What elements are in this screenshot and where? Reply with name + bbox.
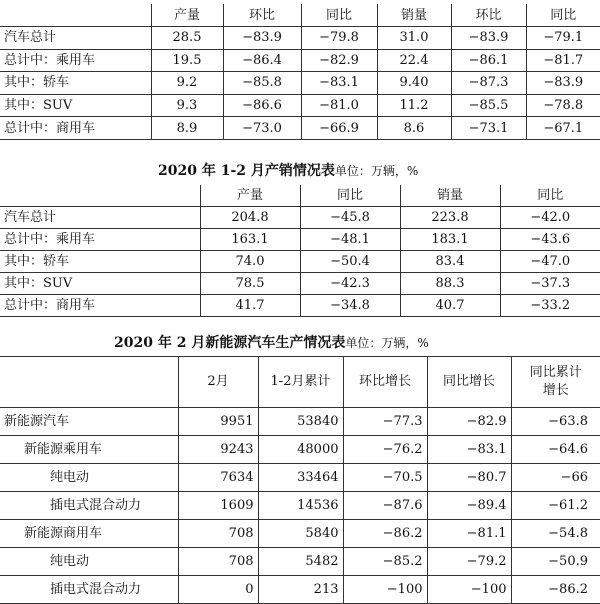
table-cell: 11.2 [377,94,451,117]
table-cell: −87.6 [343,492,427,520]
table-cell: −86.6 [223,94,301,117]
table-cell: −47.0 [500,251,600,273]
row-label: 其中：SUV [0,273,200,295]
row-label: 总计中：商用车 [0,117,151,140]
table-cell: −50.9 [511,548,600,576]
table-cell: −78.8 [526,94,600,117]
table-cell: 8.9 [151,117,223,140]
table-header-row [0,185,600,207]
table-cell: −34.8 [300,295,400,317]
row-label: 总计中：乘用车 [0,49,151,72]
table-cell: 213 [258,576,343,604]
header-cell: 2月 [178,357,258,408]
table-cell: 14536 [258,492,343,520]
table-row [0,520,600,548]
nev-table-title [114,332,429,352]
table-cell: 88.3 [400,273,500,295]
table-cell: −77.3 [343,408,427,436]
header-cell: 同比 [526,4,600,27]
nev-unit-label: 单位：万辆，% [345,336,429,350]
table-cell: −61.2 [511,492,600,520]
table-cell: 8.6 [377,117,451,140]
row-label: 插电式混合动力 [0,492,178,520]
table-cell: −82.9 [301,49,377,72]
ytd-unit-label: 单位：万辆，% [334,164,419,178]
monthly-sales-table [0,4,600,140]
row-label: 新能源汽车 [0,408,178,436]
table-cell: −80.7 [427,464,511,492]
table-cell: 53840 [258,408,343,436]
row-label: 汽车总计 [0,207,200,229]
table-cell: −37.3 [500,273,600,295]
table-cell: 28.5 [151,27,223,50]
table-row [0,49,600,72]
header-cell: 环比 [223,4,301,27]
table-cell: −70.5 [343,464,427,492]
table-cell: 5482 [258,548,343,576]
table-header-row [0,4,600,27]
table-cell: −45.8 [300,207,400,229]
table-cell: 22.4 [377,49,451,72]
table-cell: 9.3 [151,94,223,117]
table-row [0,207,600,229]
table-cell: −100 [343,576,427,604]
table-cell: −86.2 [511,576,600,604]
table-cell: 41.7 [200,295,300,317]
table-cell: 183.1 [400,229,500,251]
table-cell: 9.40 [377,72,451,95]
table-cell: −100 [427,576,511,604]
table-cell: −85.2 [343,548,427,576]
row-label: 新能源商用车 [0,520,178,548]
row-label: 汽车总计 [0,27,151,50]
table-cell: −85.5 [451,94,526,117]
table-row [0,27,600,50]
table-cell: 9243 [178,436,258,464]
ytd-title-text: 2020 年 1-2 月产销情况表 [158,163,335,179]
table-cell: −50.4 [300,251,400,273]
table-cell: 40.7 [400,295,500,317]
header-cell: 同比增长 [427,357,511,408]
header-cell: 销量 [400,185,500,207]
table-cell: −87.3 [451,72,526,95]
table-cell: 1609 [178,492,258,520]
table-cell: −64.6 [511,436,600,464]
ytd-sales-table [0,185,600,317]
table-row [0,408,600,436]
row-label: 总计中：乘用车 [0,229,200,251]
header-cell: 同比 [301,4,377,27]
table-row [0,492,600,520]
header-cell: 同比累计增长 [511,357,600,408]
table-cell: 48000 [258,436,343,464]
table-cell: −48.1 [300,229,400,251]
table-cell: −54.8 [511,520,600,548]
table-cell: −33.2 [500,295,600,317]
header-cell [0,357,178,408]
table-cell: 708 [178,520,258,548]
header-cell [0,185,200,207]
table-row [0,94,600,117]
table-cell: −81.1 [427,520,511,548]
table-cell: −86.4 [223,49,301,72]
table-cell: −81.0 [301,94,377,117]
table-cell: 5840 [258,520,343,548]
table-cell: −43.6 [500,229,600,251]
table-row [0,464,600,492]
row-label: 插电式混合动力 [0,576,178,604]
table-cell: 83.4 [400,251,500,273]
table-row [0,273,600,295]
table-row [0,576,600,604]
table-cell: 33464 [258,464,343,492]
table-cell: 223.8 [400,207,500,229]
table-cell: −42.3 [300,273,400,295]
table-cell: 204.8 [200,207,300,229]
table-cell: 708 [178,548,258,576]
table-cell: −83.9 [526,72,600,95]
table-cell: −81.7 [526,49,600,72]
ytd-table-title [158,160,418,180]
table-cell: −73.1 [451,117,526,140]
header-cell: 产量 [151,4,223,27]
nev-title-text: 2020 年 2 月新能源汽车生产情况表 [114,335,346,351]
table-cell: −79.2 [427,548,511,576]
table-row [0,229,600,251]
nev-production-table [0,356,600,604]
table-cell: −86.1 [451,49,526,72]
row-label: 新能源乘用车 [0,436,178,464]
row-label: 其中：轿车 [0,72,151,95]
table-row [0,548,600,576]
header-cell: 同比 [500,185,600,207]
table-row [0,436,600,464]
table-cell: −83.9 [223,27,301,50]
header-cell [0,4,151,27]
table-cell: 74.0 [200,251,300,273]
table-cell: 9.2 [151,72,223,95]
table-cell: −73.0 [223,117,301,140]
table-cell: 31.0 [377,27,451,50]
table-cell: 7634 [178,464,258,492]
table-cell: −86.2 [343,520,427,548]
header-cell: 同比 [300,185,400,207]
table-cell: −85.8 [223,72,301,95]
table-cell: −83.9 [451,27,526,50]
row-label: 其中：轿车 [0,251,200,273]
table-cell: −66.9 [301,117,377,140]
header-cell: 环比增长 [343,357,427,408]
table-row [0,295,600,317]
table-cell: −76.2 [343,436,427,464]
table-cell: −83.1 [301,72,377,95]
table-cell: −63.8 [511,408,600,436]
header-cell: 销量 [377,4,451,27]
table-cell: −67.1 [526,117,600,140]
table-row [0,72,600,95]
header-cell: 产量 [200,185,300,207]
table-cell: 0 [178,576,258,604]
table-cell: −83.1 [427,436,511,464]
table-cell: 19.5 [151,49,223,72]
row-label: 纯电动 [0,548,178,576]
header-cell: 环比 [451,4,526,27]
header-cell: 1-2月累计 [258,357,343,408]
table-cell: 9951 [178,408,258,436]
table-cell: −42.0 [500,207,600,229]
table-cell: −66 [511,464,600,492]
table-cell: −82.9 [427,408,511,436]
row-label: 总计中：商用车 [0,295,200,317]
table-row [0,117,600,140]
table-cell: −79.8 [301,27,377,50]
row-label: 纯电动 [0,464,178,492]
table-cell: −79.1 [526,27,600,50]
table-cell: 163.1 [200,229,300,251]
row-label: 其中：SUV [0,94,151,117]
table-header-row [0,357,600,408]
table-cell: 78.5 [200,273,300,295]
table-row [0,251,600,273]
table-cell: −89.4 [427,492,511,520]
